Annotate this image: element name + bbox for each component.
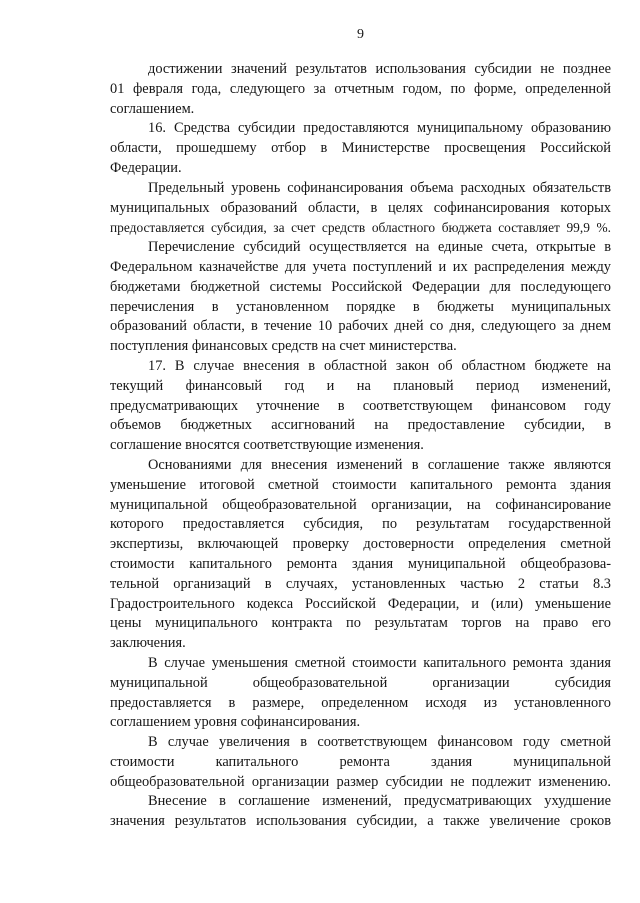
text-line: муниципальной общеобразовательной организации, на софинансирование (110, 496, 611, 513)
paragraph (110, 456, 611, 654)
text-line: стоимости капитального ремонта здания муниципальной (110, 753, 611, 770)
text-line: объемов бюджетных ассигнований на предоставление субсидии, в (110, 417, 611, 434)
text-line: 01 февраля года, следующего за отчетным годом, по форме, определенной (110, 80, 611, 97)
text-line: предоставляется субсидия, за счет средств областного бюджета составляет 99,9 %. (110, 220, 611, 236)
text-line: перечисления в установленном порядке в бюджеты муниципальных (110, 298, 611, 315)
text-line: 16. Средства субсидии предоставляются муниципальному образованию (148, 120, 611, 137)
text-line: стоимости капитального ремонта здания муниципальной общеобразова- (110, 555, 611, 572)
text-line: уменьшение итоговой сметной стоимости капитального ремонта здания (110, 476, 611, 493)
text-line: достижении значений результатов использования субсидии не позднее (148, 61, 611, 77)
paragraph (110, 792, 611, 832)
paragraph (110, 654, 611, 733)
document-body (110, 60, 611, 832)
text-line: Градостроительного кодекса Российской Федерации, и (или) уменьшение (110, 595, 611, 612)
text-line: соглашение вносятся соответствующие изменения. (110, 437, 424, 454)
text-line: Федерации. (110, 159, 182, 176)
text-line: экспертизы, включающей проверку достоверности определения сметной (110, 536, 611, 553)
page-number: 9 (357, 27, 364, 42)
text-line: которого предоставляется субсидия, по результатам государственной (110, 516, 611, 533)
text-line: Федеральном казначействе для учета поступлений и их распределения между (110, 258, 611, 275)
text-line: тельной организаций в случаях, установленных частью 2 статьи 8.3 (110, 575, 611, 592)
text-line: Предельный уровень софинансирования объема расходных обязательств (148, 179, 611, 196)
text-line: заключения. (110, 635, 186, 652)
text-line: цены муниципального контракта по результатам торгов на право его (110, 615, 611, 632)
text-line: поступления финансовых средств на счет министерства. (110, 338, 457, 355)
paragraph (110, 357, 611, 456)
paragraph (110, 60, 611, 119)
text-line: предоставляется в размере, определенном исходя из установленного (110, 694, 611, 711)
text-line: соглашением уровня софинансирования. (110, 714, 361, 731)
paragraph (110, 238, 611, 357)
text-line: образований области, в течение 10 рабочих дней со дня, следующего за днем (110, 318, 611, 335)
text-line: текущий финансовый год и на плановый период изменений, (110, 377, 611, 394)
paragraph (110, 179, 611, 238)
text-line: области, прошедшему отбор в Министерстве просвещения Российской (110, 140, 611, 157)
text-line: общеобразовательной организации размер субсидии не подлежит изменению. (110, 773, 611, 790)
text-line: Перечисление субсидий осуществляется на единые счета, открытые в (148, 239, 611, 256)
text-line: муниципальной общеобразовательной организации субсидия (110, 674, 611, 691)
text-line: бюджетами бюджетной системы Российской Федерации для последующего (110, 278, 611, 295)
paragraph (110, 119, 611, 178)
text-line: В случае увеличения в соответствующем финансовом году сметной (148, 734, 611, 751)
text-line: муниципальных образований области, в целях софинансирования которых (110, 199, 611, 216)
text-line: предусматривающих уточнение в соответствующем финансовом году (110, 397, 611, 414)
text-line: Внесение в соглашение изменений, предусматривающих ухудшение (148, 793, 611, 810)
text-line: 17. В случае внесения в областной закон об областном бюджете на (148, 357, 611, 374)
paragraph (110, 733, 611, 792)
text-line: значения результатов использования субсидии, а также увеличение сроков (110, 813, 611, 830)
text-line: В случае уменьшения сметной стоимости капитального ремонта здания (148, 654, 611, 671)
text-line: Основаниями для внесения изменений в соглашение также являются (148, 456, 611, 473)
text-line: соглашением. (110, 100, 195, 117)
